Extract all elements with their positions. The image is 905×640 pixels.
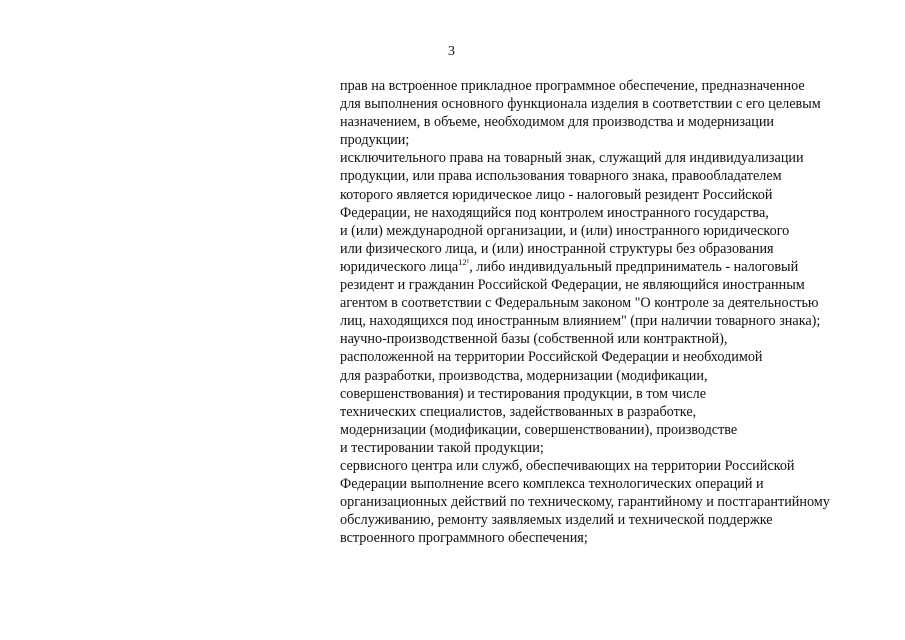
text-line: Федерации, не находящийся под контролем иностранного государства, — [340, 204, 769, 221]
text-line: и (или) международной организации, и (или) иностранного юридического — [340, 222, 790, 239]
text-line: организационных действий по техническому, гарантийному и постгарантийному — [340, 494, 830, 511]
page-number: 3 — [448, 44, 455, 59]
text-line: которого является юридическое лицо - налоговый резидент Российской — [340, 186, 773, 203]
footnote-text-line — [340, 258, 900, 276]
text-line: лиц, находящихся под иностранным влиянием" (при наличии товарного знака); — [340, 313, 821, 330]
text-line: совершенствования) и тестирования продукции, в том числе — [340, 385, 706, 402]
text-line: агентом в соответствии с Федеральным законом "О контроле за деятельностью — [340, 295, 819, 312]
text-line: исключительного права на товарный знак, служащий для индивидуализации — [340, 150, 804, 167]
text-line: расположенной на территории Российской Федерации и необходимой — [340, 349, 763, 366]
text-line: назначением, в объеме, необходимом для производства и модернизации — [340, 114, 775, 131]
text-line: прав на встроенное прикладное программное обеспечение, предназначенное — [340, 78, 805, 94]
footnote-line-after: , либо индивидуальный предприниматель - налоговый — [469, 258, 799, 275]
text-line: модернизации (модификации, совершенствовании), производстве — [340, 421, 738, 438]
text-line: сервисного центра или служб, обеспечивающих на территории Российской — [340, 457, 795, 474]
text-line: резидент и гражданин Российской Федерации, не являющийся иностранным — [340, 277, 805, 294]
text-line: технических специалистов, задействованных в разработке, — [340, 403, 697, 420]
footnote-line-before: юридического лица — [340, 258, 459, 275]
text-line: научно-производственной базы (собственной или контрактной), — [340, 331, 728, 348]
text-line: обслуживанию, ремонту заявляемых изделий и технической поддержке — [340, 512, 773, 529]
text-line: Федерации выполнение всего комплекса технологических операций и — [340, 476, 764, 493]
text-line: продукции; — [340, 132, 410, 149]
document-body — [340, 77, 900, 547]
footnote-reference[interactable]: 12¹ — [458, 256, 470, 267]
text-line: встроенного программного обеспечения; — [340, 530, 588, 547]
text-line: для выполнения основного функционала изделия в соответствии с его целевым — [340, 96, 821, 113]
text-line: продукции, или права использования товарного знака, правообладателем — [340, 168, 782, 185]
text-line: или физического лица, и (или) иностранной структуры без образования — [340, 240, 774, 257]
text-line: для разработки, производства, модернизации (модификации, — [340, 367, 708, 384]
text-line: и тестировании такой продукции; — [340, 439, 544, 456]
